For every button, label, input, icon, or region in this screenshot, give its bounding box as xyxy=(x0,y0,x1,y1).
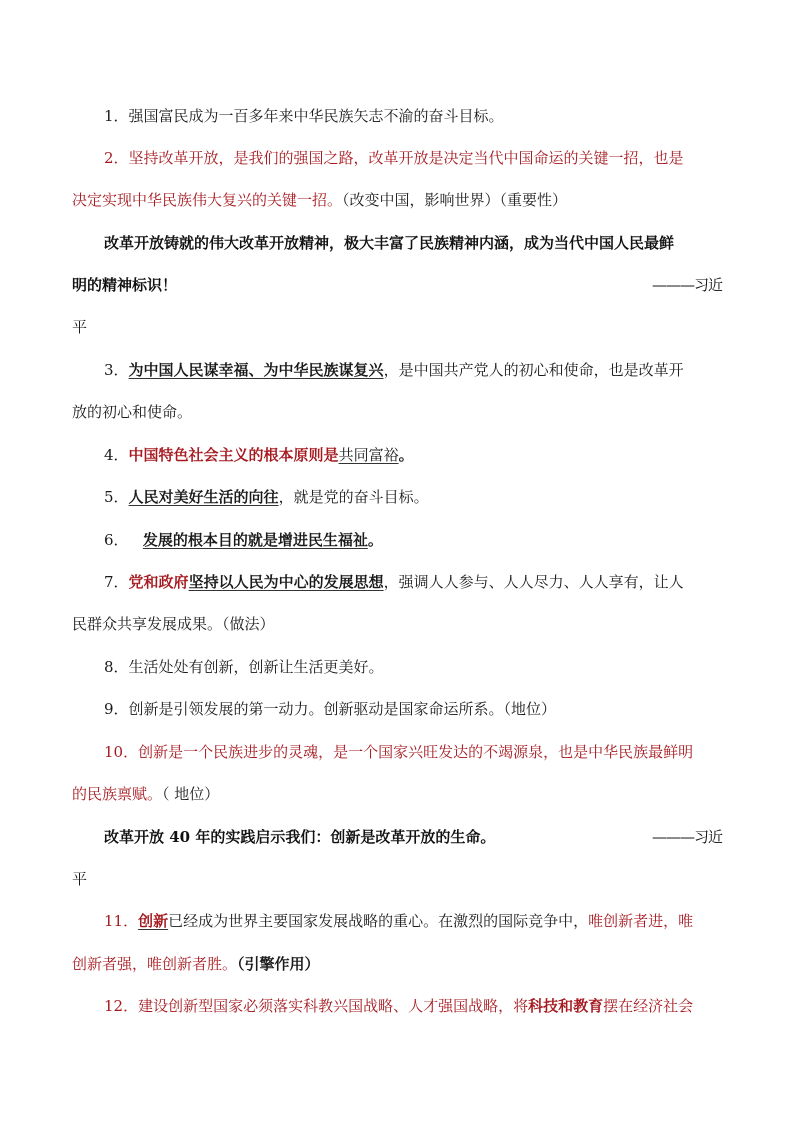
quote-text: 改革开放铸就的伟大改革开放精神，极大丰富了民族精神内涵，成为当代中国人民最鲜 xyxy=(104,234,675,252)
item-text: ，就是党的奋斗目标。 xyxy=(278,488,429,506)
item-2-line-1 xyxy=(104,148,754,168)
quote-attribution-wrap: 平 xyxy=(72,318,88,336)
item-12 xyxy=(104,996,754,1016)
item-text: 的民族禀赋。 xyxy=(72,785,163,803)
quote-attribution: ———习近 xyxy=(651,276,722,294)
item-emphasis: 科技和教育 xyxy=(528,997,604,1015)
item-number: 6． xyxy=(104,531,129,549)
item-6 xyxy=(104,530,754,550)
item-3-line-2 xyxy=(72,402,722,422)
quote-1-line-2 xyxy=(72,275,722,295)
item-emphasis: 创新 xyxy=(138,912,169,930)
quote-1-attribution-wrap xyxy=(72,317,722,337)
item-number: 4． xyxy=(104,446,129,464)
quote-1-line-1 xyxy=(104,233,754,253)
item-emphasis: 发展的根本目的就是增进民生福祉 xyxy=(142,531,368,549)
item-text: 创新是一个民族进步的灵魂，是一个国家兴旺发达的不竭源泉，也是中华民族最鲜明 xyxy=(138,743,694,761)
quote-attribution: ———习近 xyxy=(651,828,722,846)
item-text: 已经成为世界主要国家发展战略的重心。在激烈的国际竞争中， xyxy=(168,912,589,930)
quote-text: 改革开放 40 年的实践启示我们：创新是改革开放的生命。 xyxy=(104,828,496,846)
item-number: 12． xyxy=(104,997,139,1015)
item-note: （改变中国，影响世界）（重要性） xyxy=(342,191,568,209)
item-text: 唯创新者进，唯 xyxy=(588,912,694,930)
item-number: 11． xyxy=(104,912,139,930)
item-number: 8． xyxy=(104,658,129,676)
item-text: 创新者强，唯创新者胜。 xyxy=(72,955,238,973)
item-10-line-2 xyxy=(72,784,722,804)
item-text: 。 xyxy=(367,531,383,549)
item-3-line-1 xyxy=(104,360,754,380)
item-text: 。 xyxy=(398,446,414,464)
item-2-line-2 xyxy=(72,190,722,210)
item-emphasis: 坚持以人民为中心的发展思想 xyxy=(188,573,384,591)
item-text: 摆在经济社会 xyxy=(603,997,694,1015)
item-8 xyxy=(104,657,754,677)
item-emphasis: 党和政府 xyxy=(128,573,189,591)
item-7-line-2 xyxy=(72,614,722,634)
item-text: 强国富民成为一百多年来中华民族矢志不渝的奋斗目标。 xyxy=(128,107,504,125)
item-11-line-1 xyxy=(104,911,754,931)
item-number: 7． xyxy=(104,573,129,591)
item-text: ，是中国共产党人的初心和使命，也是改革开 xyxy=(383,361,684,379)
item-10-line-1 xyxy=(104,742,754,762)
item-text: 共同富裕 xyxy=(338,446,399,464)
item-number: 1． xyxy=(104,107,129,125)
item-note: （引擎作用） xyxy=(237,955,320,973)
item-emphasis: 中国特色社会主义的根本原则是 xyxy=(128,446,339,464)
item-text: 决定实现中华民族伟大复兴的关键一招。 xyxy=(72,191,343,209)
item-1 xyxy=(104,106,754,126)
item-note: （ 地位） xyxy=(162,785,220,803)
item-7-line-1 xyxy=(104,572,754,592)
item-number: 3． xyxy=(104,361,129,379)
item-text: 创新是引领发展的第一动力。创新驱动是国家命运所系。（地位） xyxy=(128,700,557,718)
item-text: 坚持改革开放，是我们的强国之路，改革开放是决定当代中国命运的关键一招，也是 xyxy=(128,149,684,167)
item-text: ，强调人人参与、人人尽力、人人享有，让人 xyxy=(383,573,684,591)
quote-2-attribution-wrap xyxy=(72,869,722,889)
item-4 xyxy=(104,445,754,465)
item-text: 民群众共享发展成果。（做法） xyxy=(72,615,275,633)
quote-text: 明的精神标识！ xyxy=(72,276,178,294)
item-number: 10． xyxy=(104,743,139,761)
item-9 xyxy=(104,699,754,719)
item-number: 5． xyxy=(104,488,129,506)
item-5 xyxy=(104,487,754,507)
item-emphasis: 人民对美好生活的向往 xyxy=(128,488,279,506)
item-text: 生活处处有创新，创新让生活更美好。 xyxy=(128,658,384,676)
item-11-line-2 xyxy=(72,954,722,974)
item-text: 放的初心和使命。 xyxy=(72,403,193,421)
item-text: 建设创新型国家必须落实科教兴国战略、人才强国战略，将 xyxy=(138,997,529,1015)
item-number: 9． xyxy=(104,700,129,718)
item-emphasis: 为中国人民谋幸福、为中华民族谋复兴 xyxy=(128,361,384,379)
item-number: 2． xyxy=(104,149,129,167)
quote-attribution-wrap: 平 xyxy=(72,870,88,888)
